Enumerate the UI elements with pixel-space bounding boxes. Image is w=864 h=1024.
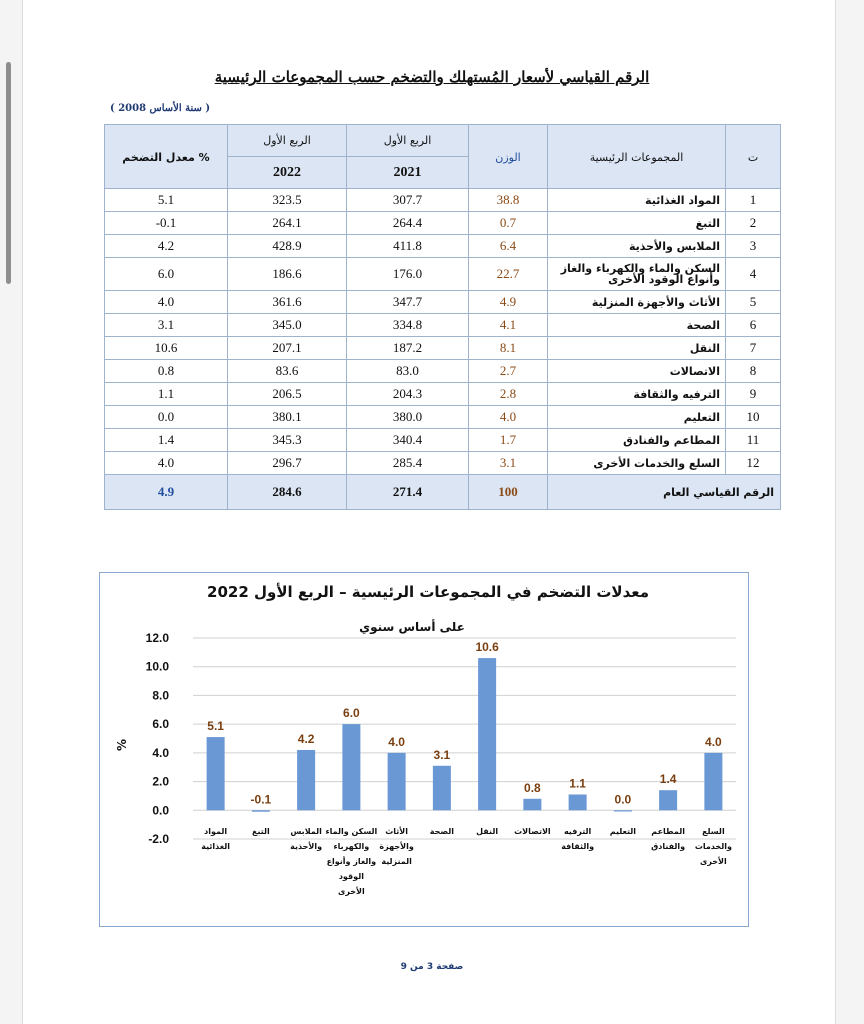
rate: 0.8 [105,360,228,383]
group-name: الأثاث والأجهزة المنزلية [548,291,726,314]
group-name: النقل [548,337,726,360]
row-index: 9 [726,383,781,406]
group-name: المطاعم والفنادق [548,429,726,452]
weight: 38.8 [469,189,548,212]
rate: 4.2 [105,235,228,258]
category-label: الأخرى [337,887,365,896]
bar-value-label: 4.0 [705,734,722,749]
value-2021: 347.7 [347,291,469,314]
header-q1-2022-year: 2022 [228,157,347,189]
group-name: السكن والماء والكهرباء والغاز وأنواع الوقود الأخرى [548,258,726,291]
chart-svg [100,573,748,926]
value-2022: 345.0 [228,314,347,337]
table-row [105,429,781,452]
scrollbar[interactable] [6,62,11,284]
y-tick-label: 2.0 [152,774,169,789]
y-tick-label: 4.0 [152,745,169,760]
bar-value-label: 1.4 [659,772,677,787]
rate: 1.4 [105,429,228,452]
bar [207,737,225,810]
weight: 8.1 [469,337,548,360]
weight: 2.8 [469,383,548,406]
category-label: الأثاث [385,827,408,836]
bar [342,724,360,810]
base-year-note: ( سنة الأساس 2008 ) [110,103,211,114]
value-2021: 204.3 [347,383,469,406]
table-row [105,360,781,383]
total-weight: 100 [469,475,548,510]
value-2021: 176.0 [347,258,469,291]
bar-value-label: -0.1 [250,792,272,807]
value-2021: 285.4 [347,452,469,475]
category-label: والكهرباء [333,842,370,851]
table-row [105,291,781,314]
group-name: الترفيه والثقافة [548,383,726,406]
y-tick-label: 0.0 [152,803,169,818]
category-label: الترفيه [563,827,592,836]
rate: 6.0 [105,258,228,291]
value-2022: 323.5 [228,189,347,212]
category-label: التعليم [609,827,637,836]
row-index: 12 [726,452,781,475]
value-2021: 411.8 [347,235,469,258]
table-row [105,235,781,258]
bar-value-label: 0.8 [524,780,541,795]
group-name: الملابس والأحذية [548,235,726,258]
y-tick-label: -2.0 [148,832,169,846]
header-group: المجموعات الرئيسية [548,125,726,189]
category-label: والفنادق [651,842,686,851]
row-index: 8 [726,360,781,383]
page-footer: صفحة 3 من 9 [400,962,464,972]
value-2021: 340.4 [347,429,469,452]
rate: 1.1 [105,383,228,406]
bar [523,799,541,810]
value-2022: 345.3 [228,429,347,452]
cpi-table [104,124,781,510]
category-label: الاتصالات [514,827,551,836]
category-label: الغذائية [201,842,230,851]
header-index: ت [726,125,781,189]
row-index: 6 [726,314,781,337]
weight: 0.7 [469,212,548,235]
row-index: 10 [726,406,781,429]
header-weight: الوزن [469,125,548,189]
bar [252,810,270,811]
table-row [105,406,781,429]
bar [704,753,722,810]
group-name: التعليم [548,406,726,429]
value-2022: 296.7 [228,452,347,475]
bar-value-label: 10.6 [475,640,499,655]
bar [433,766,451,811]
category-label: الملابس [290,827,322,836]
group-name: السلع والخدمات الأخرى [548,452,726,475]
weight: 4.9 [469,291,548,314]
value-2021: 307.7 [347,189,469,212]
category-label: والثقافة [561,842,595,851]
row-index: 4 [726,258,781,291]
row-index: 1 [726,189,781,212]
category-label: السكن والماء [325,827,378,836]
weight: 4.0 [469,406,548,429]
table-row [105,383,781,406]
header-q1-2021-label: الربع الأول [347,125,469,157]
category-label: المنزلية [381,857,412,866]
bar [297,750,315,810]
total-rate: 4.9 [105,475,228,510]
weight: 2.7 [469,360,548,383]
category-label: المواد [204,827,228,836]
weight: 6.4 [469,235,548,258]
row-index: 2 [726,212,781,235]
table-row [105,314,781,337]
value-2022: 83.6 [228,360,347,383]
group-name: الصحة [548,314,726,337]
bar-value-label: 4.0 [388,734,405,749]
bar [388,753,406,810]
value-2022: 361.6 [228,291,347,314]
category-label: والغاز وأنواع [326,857,377,866]
category-label: والخدمات [694,842,732,851]
row-index: 3 [726,235,781,258]
category-label: والأجهزة [379,842,414,851]
row-index: 11 [726,429,781,452]
group-name: الاتصالات [548,360,726,383]
inflation-chart [99,572,749,927]
category-label: التبغ [252,827,270,836]
y-tick-label: 12.0 [145,631,169,645]
category-label: السلع [702,827,725,836]
rate: 4.0 [105,452,228,475]
value-2021: 334.8 [347,314,469,337]
table-total-row [105,475,781,510]
value-2022: 428.9 [228,235,347,258]
bar-value-label: 1.1 [569,776,586,791]
bar [659,790,677,810]
weight: 4.1 [469,314,548,337]
value-2021: 187.2 [347,337,469,360]
weight: 1.7 [469,429,548,452]
value-2022: 264.1 [228,212,347,235]
bar-value-label: 4.2 [297,731,315,746]
rate: 5.1 [105,189,228,212]
value-2021: 83.0 [347,360,469,383]
row-index: 5 [726,291,781,314]
total-label: الرقم القياسي العام [548,475,781,510]
table-row [105,337,781,360]
page-title: الرقم القياسي لأسعار المُستهلك والتضخم حسب المجموعات الرئيسية [214,68,650,86]
rate: 4.0 [105,291,228,314]
group-name: التبغ [548,212,726,235]
chart-title: معدلات التضخم في المجموعات الرئيسية – الربع الأول 2022 [207,583,649,601]
value-2021: 380.0 [347,406,469,429]
y-tick-label: 10.0 [145,659,169,674]
category-label: النقل [476,827,499,836]
bar [478,658,496,810]
category-label: الأخرى [699,857,727,866]
value-2022: 207.1 [228,337,347,360]
weight: 3.1 [469,452,548,475]
rate: -0.1 [105,212,228,235]
rate: 10.6 [105,337,228,360]
bar-value-label: 5.1 [207,719,224,734]
table-row [105,189,781,212]
bar [569,794,587,810]
value-2022: 380.1 [228,406,347,429]
header-q1-2022-label: الربع الأول [228,125,347,157]
table-row [105,258,781,291]
category-label: الصحة [429,827,454,836]
rate: 0.0 [105,406,228,429]
table-row [105,452,781,475]
value-2021: 264.4 [347,212,469,235]
bar-value-label: 3.1 [433,747,451,762]
rate: 3.1 [105,314,228,337]
y-tick-label: 8.0 [152,688,169,703]
bar-value-label: 6.0 [343,706,360,721]
chart-subtitle: على أساس سنوي [359,620,465,634]
category-label: والأحذية [290,842,323,851]
header-inflation: معدل التضخم % [105,125,228,189]
category-label: الوقود [338,872,364,881]
table-row [105,212,781,235]
bar-value-label: 0.0 [614,792,632,807]
bar [614,810,632,811]
total-v2021: 271.4 [347,475,469,510]
y-tick-label: 6.0 [152,717,169,732]
weight: 22.7 [469,258,548,291]
value-2022: 186.6 [228,258,347,291]
value-2022: 206.5 [228,383,347,406]
category-label: المطاعم [651,827,685,836]
chart-ylabel: % [115,738,129,752]
row-index: 7 [726,337,781,360]
group-name: المواد الغذائية [548,189,726,212]
total-v2022: 284.6 [228,475,347,510]
header-q1-2021-year: 2021 [347,157,469,189]
